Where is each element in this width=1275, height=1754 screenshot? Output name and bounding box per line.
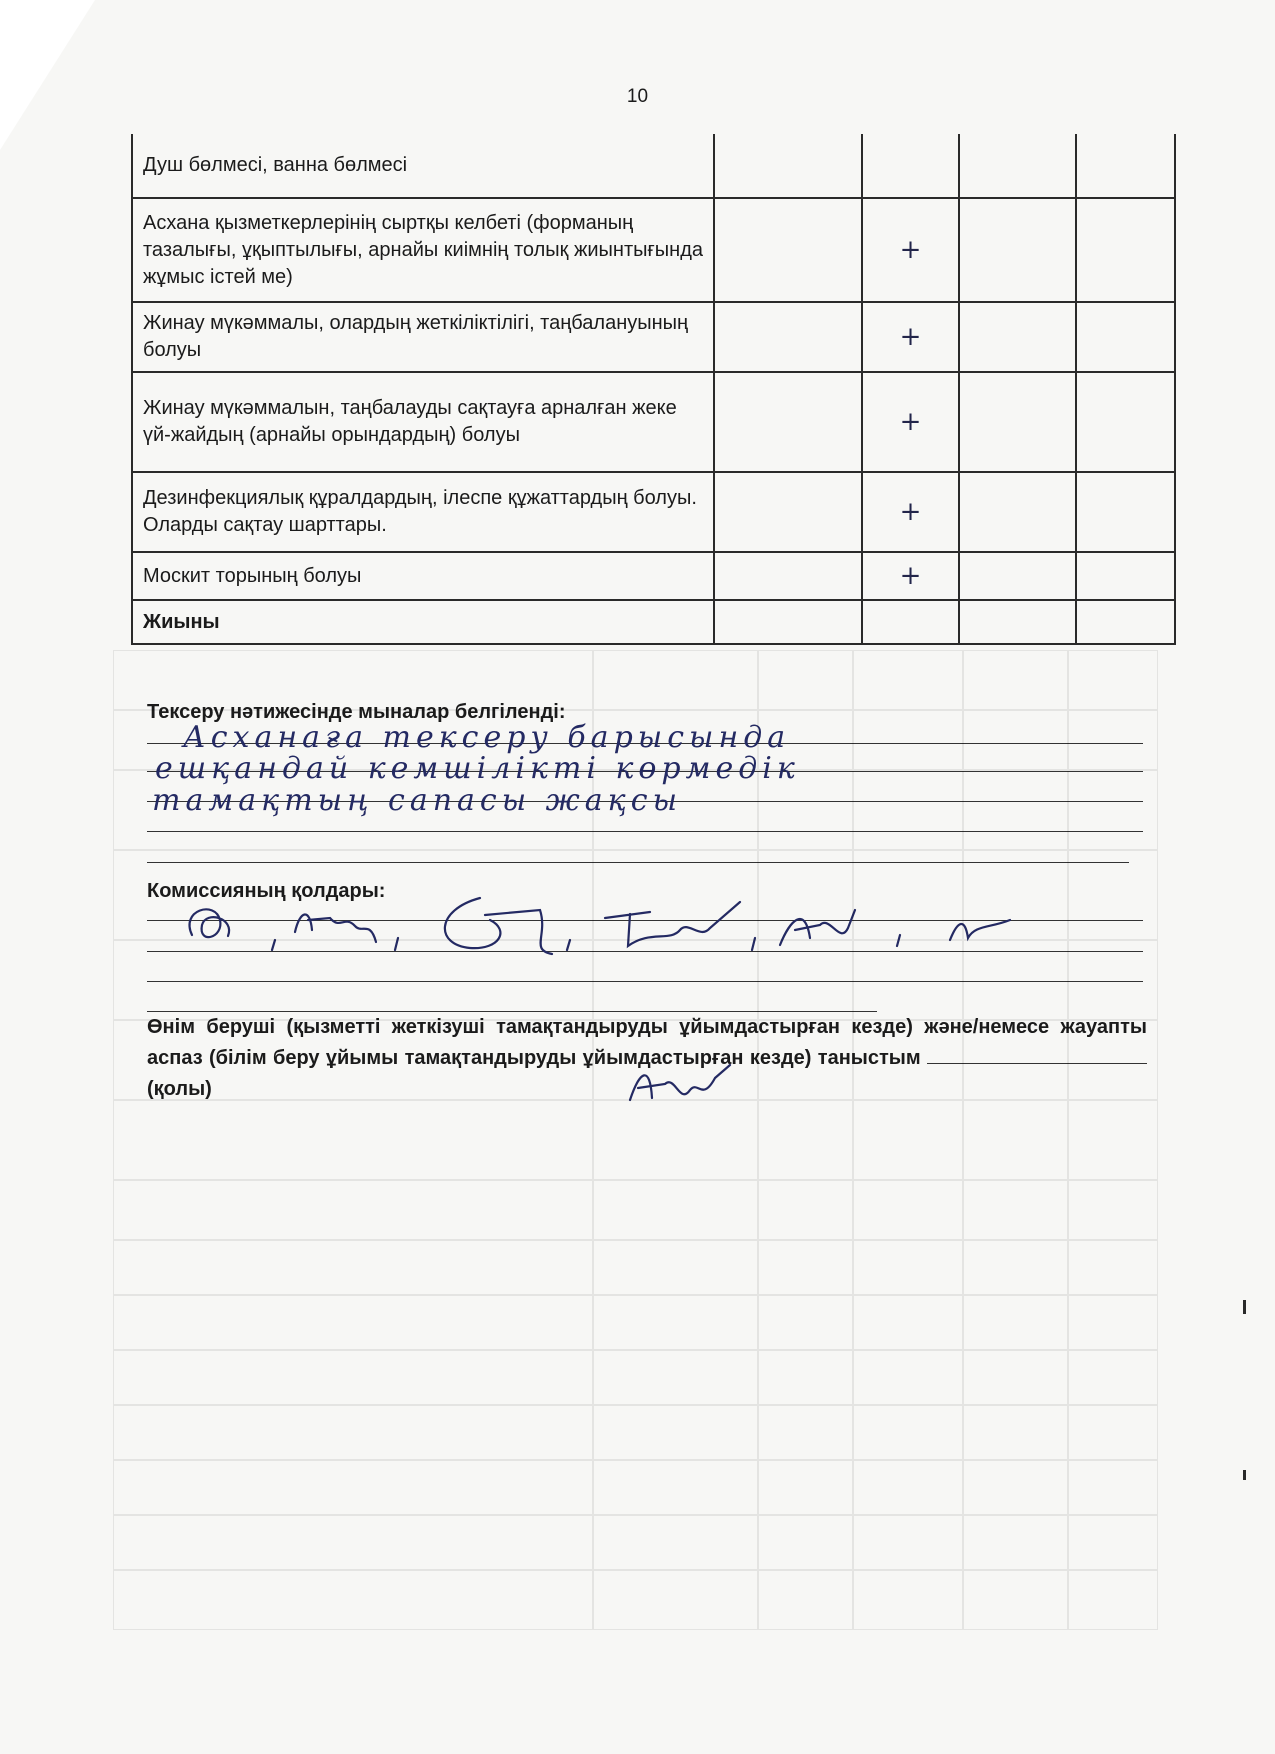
acknowledgement-suffix: (қолы) (147, 1078, 212, 1100)
mark-cell (1076, 552, 1175, 600)
criterion-cell: Душ бөлмесі, ванна бөлмесі (132, 134, 714, 198)
total-cell (714, 600, 862, 644)
mark-cell (714, 472, 862, 552)
mark-cell (1076, 134, 1175, 198)
inspection-checklist-table (131, 134, 1176, 645)
mark-cell: + (862, 472, 959, 552)
checklist-row (132, 134, 1175, 198)
mark-cell (1076, 302, 1175, 372)
mark-cell: + (862, 372, 959, 472)
criterion-cell: Москит торының болуы (132, 552, 714, 600)
checklist-row (132, 372, 1175, 472)
mark-cell (959, 134, 1076, 198)
criterion-cell: Жинау мүкәммалын, таңбалауды сақтауға арналған жеке үй-жайдың (арнайы орындардың) болуы (132, 372, 714, 472)
mark-cell (959, 472, 1076, 552)
checklist-row (132, 472, 1175, 552)
mark-cell: + (862, 552, 959, 600)
criterion-cell: Асхана қызметкерлерінің сыртқы келбеті (форманың тазалығы, ұқыптылығы, арнайы киімнің толық жиынтығында жұмыс істей ме) (132, 198, 714, 302)
findings-handwriting-2: ешқандай кемшілікті көрмедік (155, 751, 800, 786)
page-number: 10 (626, 86, 649, 107)
total-cell (959, 600, 1076, 644)
total-cell (1076, 600, 1175, 644)
total-cell (862, 600, 959, 644)
total-row (132, 600, 1175, 644)
mark-cell (1076, 372, 1175, 472)
signatures-label: Комиссияның қолдары: (147, 880, 386, 902)
checklist-row (132, 302, 1175, 372)
criterion-cell: Дезинфекциялық құралдардың, ілеспе құжаттардың болуы. Оларды сақтау шарттары. (132, 472, 714, 552)
mark-cell (1076, 198, 1175, 302)
mark-cell: + (862, 198, 959, 302)
criterion-cell: Жинау мүкәммалы, олардың жеткіліктілігі, таңбалануының болуы (132, 302, 714, 372)
mark-cell (862, 134, 959, 198)
acknowledgement-body: Өнім беруші (қызметті жеткізуші тамақтандыруды ұйымдастырған кезде) және/немесе жауапты аспаз (білім беру ұйымы тамақтандыруды ұйымдастырған кезде) таныстым (147, 1016, 1147, 1069)
scan-edge-mark (1243, 1300, 1246, 1314)
mark-cell (959, 198, 1076, 302)
checklist-row (132, 198, 1175, 302)
findings-handwriting-1: Асханаға тексеру барысында (183, 720, 791, 755)
mark-cell (714, 372, 862, 472)
checklist-row (132, 552, 1175, 600)
mark-cell (714, 134, 862, 198)
bleed-through-table (113, 650, 1158, 1630)
folded-corner (0, 0, 95, 150)
mark-cell (959, 372, 1076, 472)
mark-cell (714, 198, 862, 302)
total-label: Жиыны (132, 600, 714, 644)
mark-cell (959, 552, 1076, 600)
mark-cell (959, 302, 1076, 372)
mark-cell (1076, 472, 1175, 552)
mark-cell (714, 302, 862, 372)
findings-label: Тексеру нәтижесінде мыналар белгіленді: (147, 701, 566, 723)
mark-cell (714, 552, 862, 600)
scan-edge-mark (1243, 1470, 1246, 1480)
findings-handwriting-3: тамақтың сапасы жақсы (152, 783, 683, 818)
mark-cell: + (862, 302, 959, 372)
